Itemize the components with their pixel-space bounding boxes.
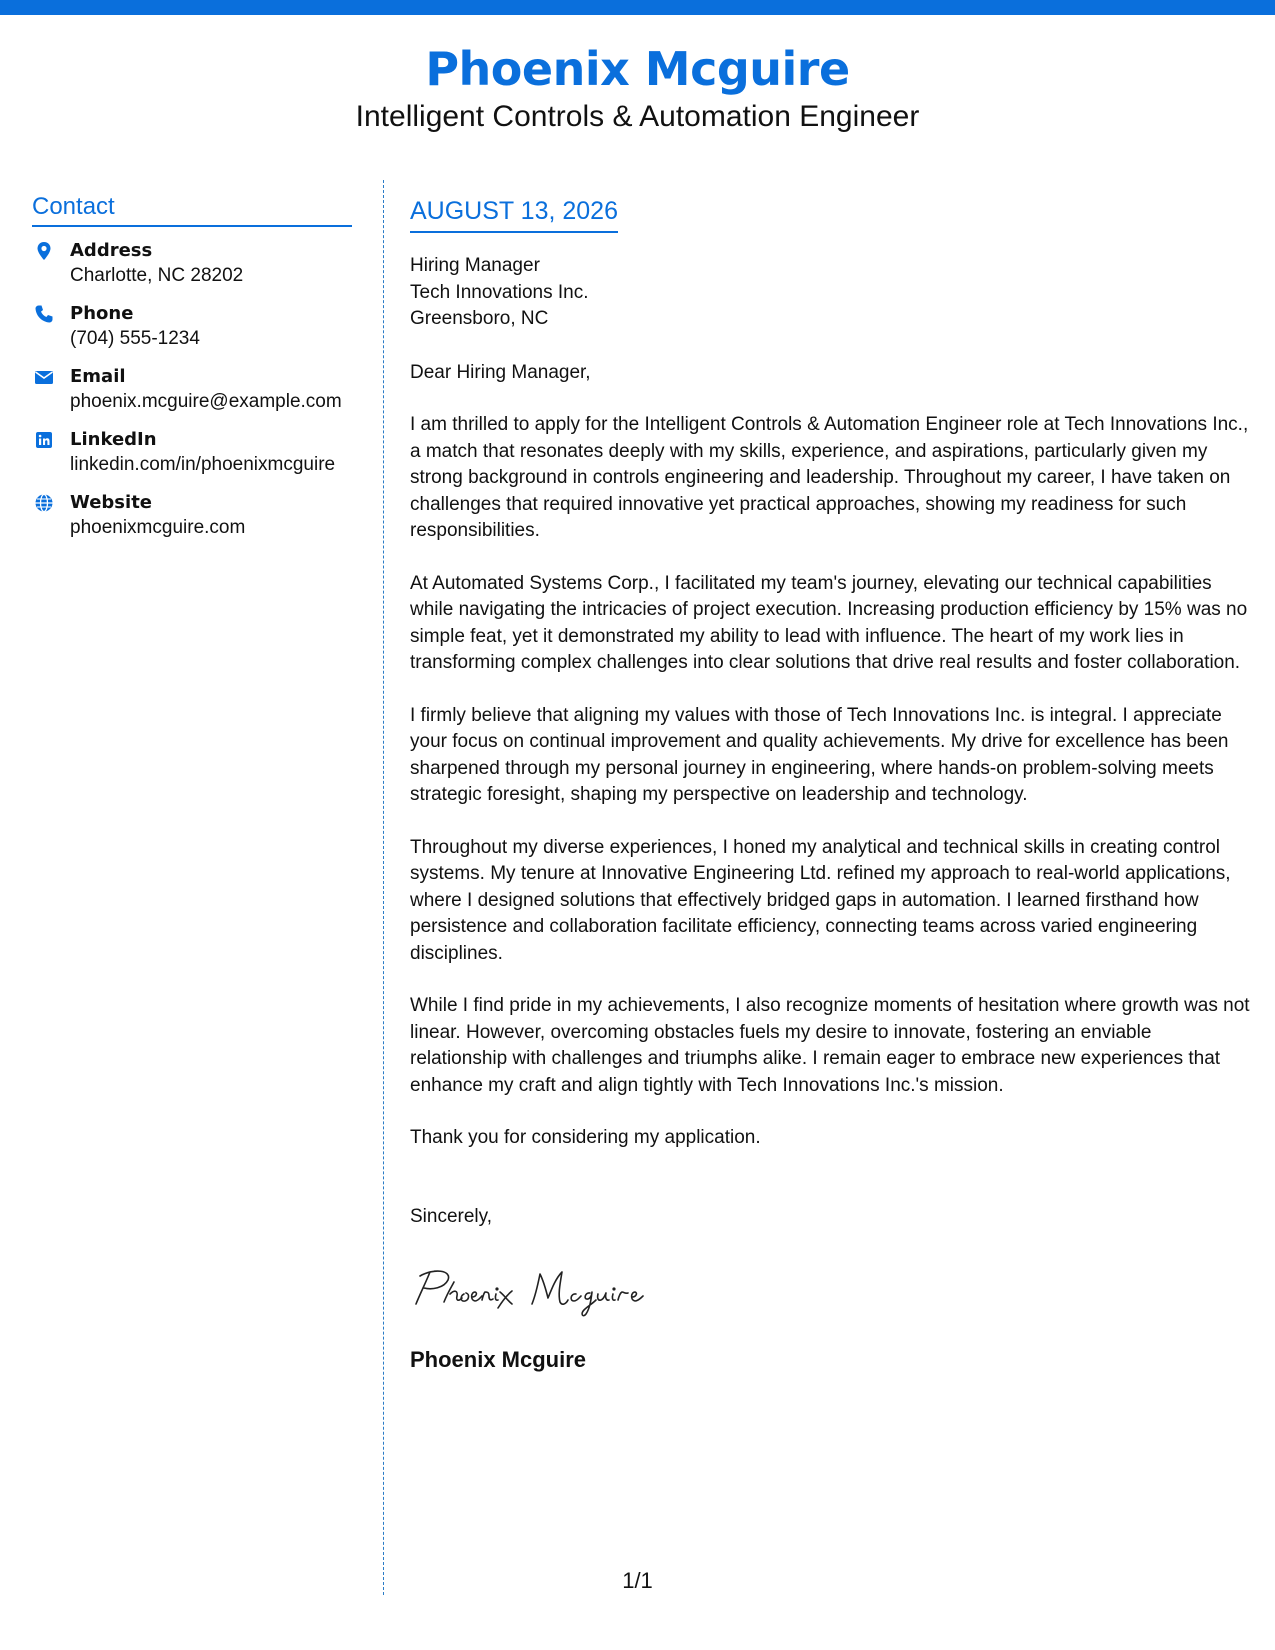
paragraph: Throughout my diverse experiences, I honed my analytical and technical skills in creating control systems. My tenure at Innovative Engineering Ltd. refined my approach to real-world applications, where I designed solutions that effectively bridged gaps in automation. I learned firsthand how persistence and collaboration facilitate efficiency, connecting teams across varied engineering disciplines. — [410, 836, 1231, 964]
recipient-line: Hiring Manager — [410, 255, 540, 276]
contact-list — [32, 239, 352, 554]
linkedin-icon — [34, 430, 54, 450]
phone-value: (704) 555-1234 — [70, 328, 200, 349]
paragraph: I firmly believe that aligning my values with those of Tech Innovations Inc. is integral. I appreciate your focus on continual improvement and quality achievements. My drive for excellence has been sharpened through my personal journey in engineering, where hands-on problem-solving meets strategic foresight, shaping my perspective on leadership and technology. — [410, 704, 1229, 805]
contact-item-linkedin[interactable] — [32, 428, 352, 491]
email-value[interactable]: phoenix.mcguire@example.com — [70, 391, 342, 412]
paragraph: While I find pride in my achievements, I also recognize moments of hesitation where growth was not linear. However, overcoming obstacles fuels my desire to innovate, fostering an enviable relationship with challenges and triumphs alike. I remain eager to embrace new experiences that enhance my craft and align tightly with Tech Innovations Inc.'s mission. — [410, 995, 1250, 1096]
map-pin-icon — [34, 241, 54, 261]
page-header — [0, 38, 1275, 134]
job-title: Intelligent Controls & Automation Engineer — [355, 100, 920, 133]
contact-label: LinkedIn — [70, 429, 157, 450]
greeting: Dear Hiring Manager, — [410, 361, 591, 383]
contact-sidebar — [32, 192, 352, 554]
paragraph: Thank you for considering my application. — [410, 1127, 761, 1148]
handwritten-signature — [410, 1264, 750, 1324]
envelope-icon — [34, 367, 54, 387]
letter-date: AUGUST 13, 2026 — [410, 196, 618, 233]
address-value: Charlotte, NC 28202 — [70, 265, 244, 286]
recipient-line: Tech Innovations Inc. — [410, 281, 589, 303]
recipient-line: Greensboro, NC — [410, 308, 549, 329]
signed-name: Phoenix Mcguire — [410, 1347, 587, 1372]
paragraph: At Automated Systems Corp., I facilitated my team's journey, elevating our technical capabilities while navigating the intricacies of project execution. Increasing production efficiency by 15% was no simple feat, yet it demonstrated my ability to lead with influence. The heart of my work lies in transforming complex challenges into clear solutions that drive real results and foster collaboration. — [410, 572, 1248, 673]
contact-label: Address — [70, 240, 153, 261]
linkedin-value[interactable]: linkedin.com/in/phoenixmcguire — [70, 454, 336, 475]
page-number: 1/1 — [622, 1568, 653, 1593]
top-accent-bar — [0, 0, 1275, 15]
applicant-name: Phoenix Mcguire — [425, 42, 850, 96]
phone-icon — [34, 304, 54, 324]
column-divider — [383, 180, 384, 1595]
contact-heading: Contact — [32, 192, 352, 227]
contact-label: Email — [70, 366, 126, 387]
contact-item-address — [32, 239, 352, 302]
contact-label: Phone — [70, 303, 134, 324]
recipient-block — [410, 253, 1250, 333]
closing: Sincerely, — [410, 1205, 493, 1227]
contact-label: Website — [70, 492, 153, 513]
contact-item-website[interactable] — [32, 491, 352, 554]
contact-item-email[interactable] — [32, 365, 352, 428]
letter-body — [410, 196, 1250, 1374]
contact-item-phone — [32, 302, 352, 365]
globe-icon — [34, 493, 54, 513]
website-value[interactable]: phoenixmcguire.com — [70, 517, 246, 538]
paragraph: I am thrilled to apply for the Intelligent Controls & Automation Engineer role at Tech Innovations Inc., a match that resonates deeply with my skills, experience, and aspirations, particularly given my strong background in controls engineering and leadership. Throughout my career, I have taken on challenges that required innovative yet practical approaches, showing my readiness for such responsibilities. — [410, 414, 1249, 541]
